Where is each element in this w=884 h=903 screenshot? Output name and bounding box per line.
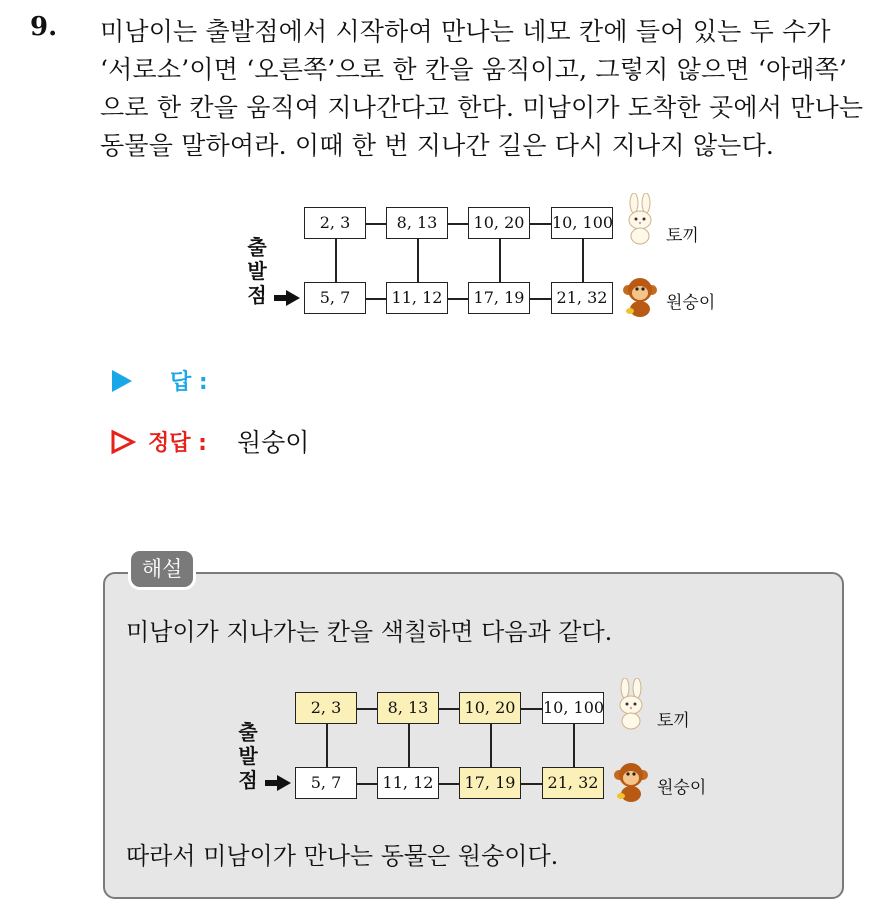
q-diagram-vertical-connector <box>499 239 501 282</box>
e-diagram-start-arrow-icon <box>265 775 291 795</box>
e-diagram-bottom-cell: 11, 12 <box>377 767 439 799</box>
q-diagram-rabbit-icon <box>620 193 660 249</box>
e-diagram-horizontal-connector <box>357 783 377 785</box>
e-diagram-vertical-connector <box>490 724 492 767</box>
q-diagram-horizontal-connector <box>366 223 386 225</box>
q-diagram-top-cell: 10, 100 <box>551 207 613 239</box>
correct-triangle-icon <box>110 429 136 455</box>
e-diagram-top-cell: 8, 13 <box>377 692 439 724</box>
e-diagram-horizontal-connector <box>439 708 459 710</box>
question-number: 9. <box>30 12 58 42</box>
e-diagram-vertical-connector <box>326 724 328 767</box>
e-diagram-top-animal-label: 토끼 <box>657 711 690 731</box>
q-diagram-bottom-animal-label: 원숭이 <box>666 293 716 313</box>
q-diagram-monkey-icon <box>620 274 660 322</box>
explanation-tab: 해설 <box>128 548 196 590</box>
q-diagram-start-label: 출 발 점 <box>247 235 267 307</box>
q-diagram-top-animal-label: 토끼 <box>666 226 699 246</box>
e-diagram-horizontal-connector <box>439 783 459 785</box>
q-diagram-bottom-cell: 5, 7 <box>304 282 366 314</box>
e-diagram-vertical-connector <box>573 724 575 767</box>
question-line-1: 미남이는 출발점에서 시작하여 만나는 네모 칸에 들어 있는 두 수가 <box>100 17 831 46</box>
q-diagram-top-cell: 8, 13 <box>386 207 448 239</box>
q-diagram-bottom-cell: 17, 19 <box>468 282 530 314</box>
q-diagram-horizontal-connector <box>530 298 551 300</box>
q-diagram-horizontal-connector <box>366 298 386 300</box>
e-diagram-bottom-cell: 21, 32 <box>542 767 604 799</box>
answer-label: 답 : <box>170 370 208 395</box>
q-diagram-horizontal-connector <box>448 298 468 300</box>
q-diagram-vertical-connector <box>417 239 419 282</box>
e-diagram-horizontal-connector <box>357 708 377 710</box>
q-diagram-horizontal-connector <box>448 223 468 225</box>
e-diagram-bottom-cell: 17, 19 <box>459 767 521 799</box>
e-diagram-top-cell: 10, 100 <box>542 692 604 724</box>
q-diagram-bottom-cell: 11, 12 <box>386 282 448 314</box>
q-diagram-horizontal-connector <box>530 223 551 225</box>
correct-answer-label: 정답 : <box>148 431 207 456</box>
e-diagram-bottom-animal-label: 원숭이 <box>657 778 707 798</box>
e-diagram-bottom-cell: 5, 7 <box>295 767 357 799</box>
answer-triangle-icon <box>110 368 134 394</box>
question-line-4: 동물을 말하여라. 이때 한 번 지나간 길은 다시 지나지 않는다. <box>100 131 775 160</box>
q-diagram-start-arrow-icon <box>274 290 300 310</box>
explanation-line-2: 따라서 미남이가 만나는 동물은 원숭이다. <box>126 842 559 870</box>
e-diagram-vertical-connector <box>408 724 410 767</box>
q-diagram-vertical-connector <box>335 239 337 282</box>
e-diagram-rabbit-icon <box>611 678 651 734</box>
e-diagram-horizontal-connector <box>521 783 542 785</box>
e-diagram-top-cell: 2, 3 <box>295 692 357 724</box>
q-diagram-top-cell: 2, 3 <box>304 207 366 239</box>
e-diagram-horizontal-connector <box>521 708 542 710</box>
question-line-2: ‘서로소’이면 ‘오른쪽’으로 한 칸을 움직이고, 그렇지 않으면 ‘아래쪽’ <box>100 55 848 84</box>
e-diagram-top-cell: 10, 20 <box>459 692 521 724</box>
q-diagram-bottom-cell: 21, 32 <box>551 282 613 314</box>
e-diagram-monkey-icon <box>611 759 651 807</box>
question-line-3: 으로 한 칸을 움직여 지나간다고 한다. 미남이가 도착한 곳에서 만나는 <box>100 93 864 122</box>
correct-answer-value: 원숭이 <box>237 428 310 457</box>
q-diagram-top-cell: 10, 20 <box>468 207 530 239</box>
q-diagram-vertical-connector <box>582 239 584 282</box>
e-diagram-start-label: 출 발 점 <box>238 720 258 792</box>
explanation-line-1: 미남이가 지나가는 칸을 색칠하면 다음과 같다. <box>126 618 613 646</box>
